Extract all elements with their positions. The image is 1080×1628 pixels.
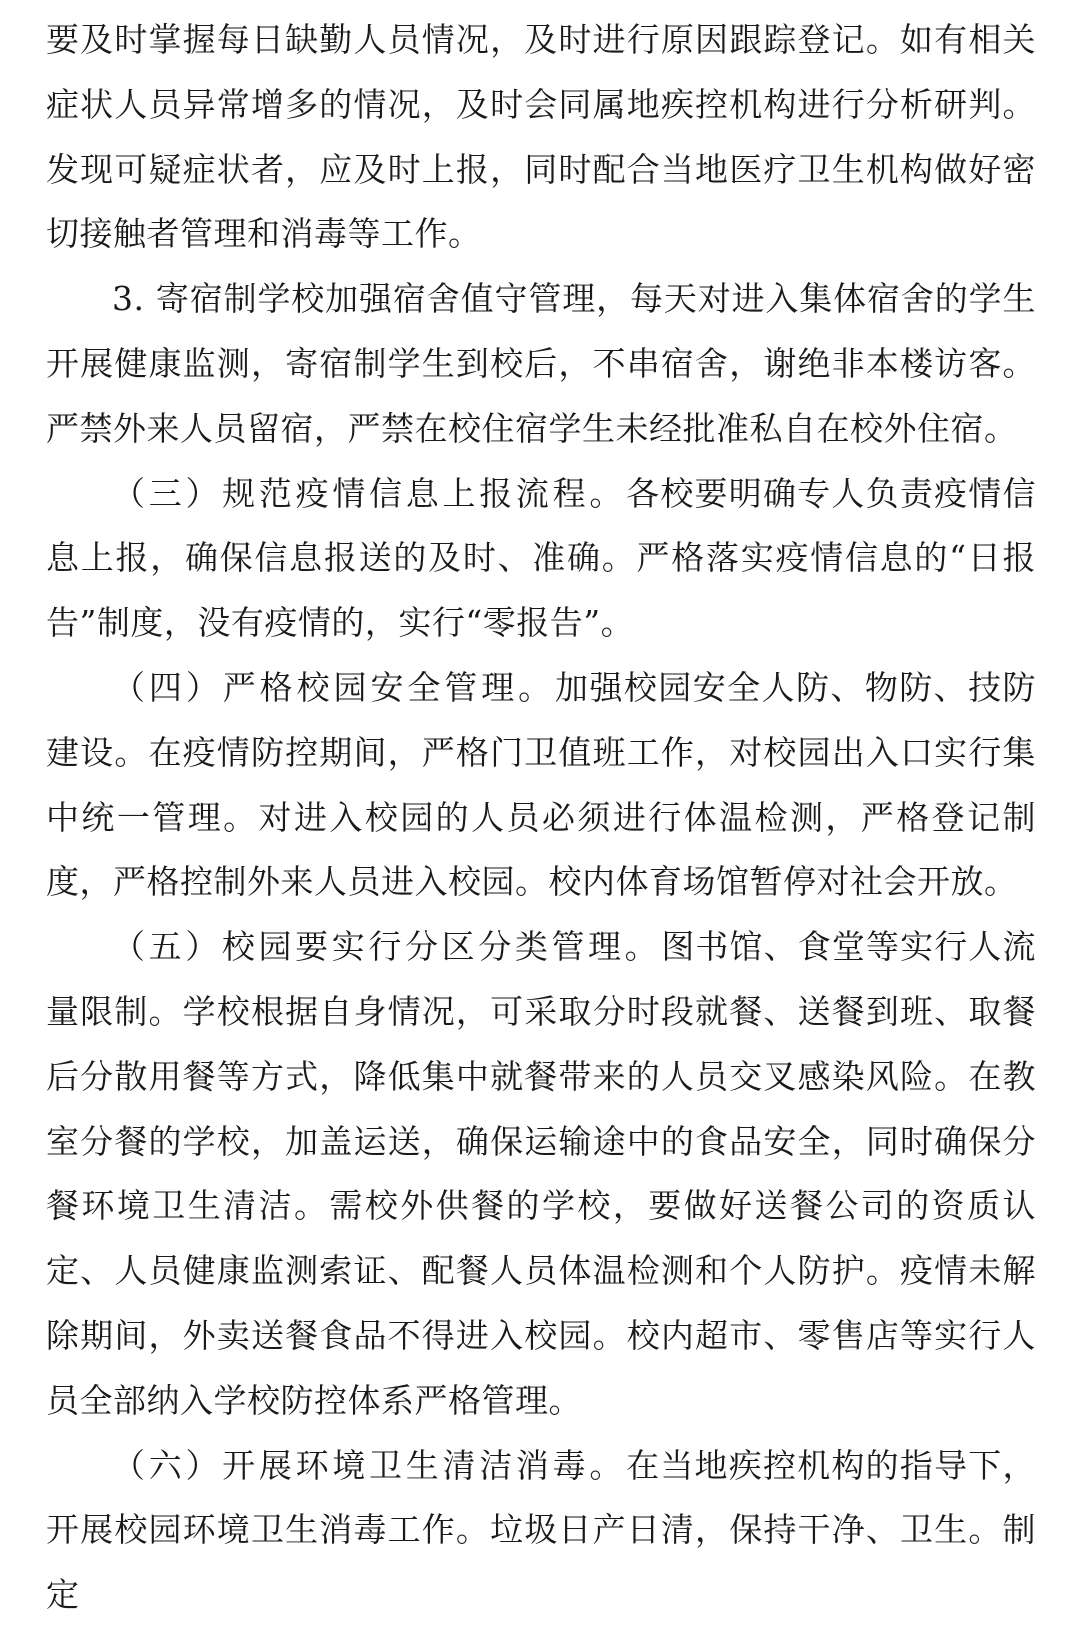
paragraph-text: 要及时掌握每日缺勤人员情况，及时进行原因跟踪登记。如有相关症状人员异常增多的情况，及时会同属地疾控机构进行分析研判。发现可疑症状者，应及时上报，同时配合当地医疗卫生机构做好密切接触者管理和消毒等工作。	[46, 20, 1036, 254]
paragraph-attendance	[46, 8, 1036, 267]
paragraph-boarding-school	[46, 267, 1036, 461]
paragraph-text: 加强校园安全人防、物防、技防建设。在疫情防控期间，严格门卫值班工作，对校园出入口实行集中统一管理。对进入校园的人员必须进行体温检测，严格登记制度，严格控制外来人员进入校园。校内体育场馆暂停对社会开放。	[46, 667, 1037, 902]
section-heading: （三）规范疫情信息上报流程。	[112, 473, 627, 513]
document-body	[46, 8, 1036, 1628]
paragraph-section-4	[46, 656, 1036, 915]
section-heading: （五）校园要实行分区分类管理。	[112, 927, 662, 967]
paragraph-text: 各校要明确专人负责疫情信息上报，确保信息报送的及时、准确。严格落实疫情信息的“日报告”制度，没有疫情的，实行“零报告”。	[46, 473, 1037, 643]
paragraph-section-3	[46, 462, 1036, 656]
paragraph-section-5	[46, 915, 1036, 1433]
document-page	[46, 0, 1037, 1615]
section-heading: （四）严格校园安全管理。	[112, 667, 556, 707]
paragraph-section-6	[46, 1434, 1036, 1628]
paragraph-text: 图书馆、食堂等实行人流量限制。学校根据自身情况，可采取分时段就餐、送餐到班、取餐后分散用餐等方式，降低集中就餐带来的人员交叉感染风险。在教室分餐的学校，加盖运送，确保运输途中的食品安全，同时确保分餐环境卫生清洁。需校外供餐的学校，要做好送餐公司的资质认定、人员健康监测索证、配餐人员体温检测和个人防护。疫情未解除期间，外卖送餐食品不得进入校园。校内超市、零售店等实行人员全部纳入学校防控体系严格管理。	[46, 927, 1037, 1420]
section-heading: （六）开展环境卫生清洁消毒。	[112, 1445, 627, 1485]
paragraph-text: 3. 寄宿制学校加强宿舍值守管理，每天对进入集体宿舍的学生开展健康监测，寄宿制学生到校后，不串宿舍，谢绝非本楼访客。严禁外来人员留宿，严禁在校住宿学生未经批准私自在校外住宿。	[46, 279, 1036, 448]
paragraph-text: 在当地疾控机构的指导下，开展校园环境卫生消毒工作。垃圾日产日清，保持干净、卫生。制定	[46, 1445, 1037, 1615]
